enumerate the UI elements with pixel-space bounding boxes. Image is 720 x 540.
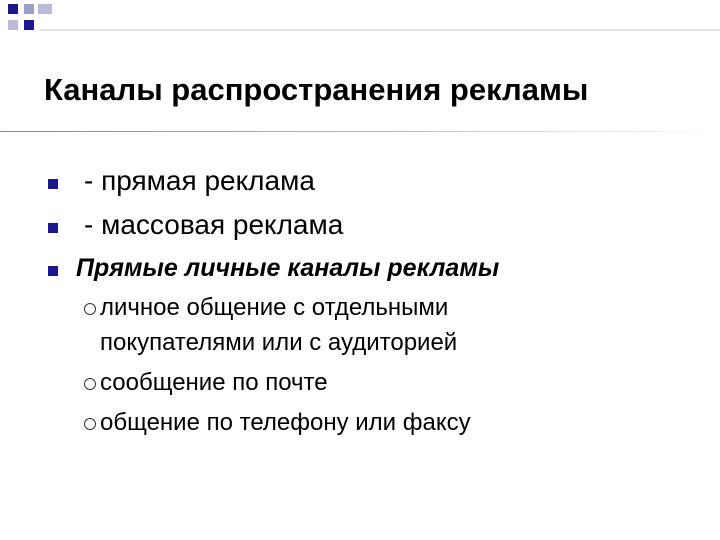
deco-square-3 xyxy=(8,20,18,30)
bullet-item-3: Прямые личные каналы рекламы xyxy=(76,254,500,282)
header-decoration xyxy=(0,0,720,40)
deco-square-4 xyxy=(24,20,34,30)
bullet-item-1: - прямая реклама xyxy=(84,165,315,196)
bullet-marker-1 xyxy=(48,179,58,189)
deco-square-1 xyxy=(8,4,18,14)
slide-title: Каналы распространения рекламы xyxy=(44,72,589,107)
sub-bullet-marker-1 xyxy=(84,303,96,315)
title-divider xyxy=(0,131,720,132)
deco-square-2 xyxy=(24,4,34,14)
sub-bullet-marker-3 xyxy=(84,418,96,430)
bullet-marker-3 xyxy=(48,266,58,276)
sub-item-1-line-2: покупателями или с аудиторией xyxy=(100,329,458,356)
deco-square-5 xyxy=(38,4,52,14)
sub-item-3: общение по телефону или факсу xyxy=(100,409,471,436)
sub-item-1-line-1: личное общение с отдельными xyxy=(100,294,449,321)
bullet-item-2: - массовая реклама xyxy=(84,209,344,240)
sub-bullet-marker-2 xyxy=(84,378,96,390)
sub-item-2: сообщение по почте xyxy=(100,369,328,396)
bullet-marker-2 xyxy=(48,223,58,233)
